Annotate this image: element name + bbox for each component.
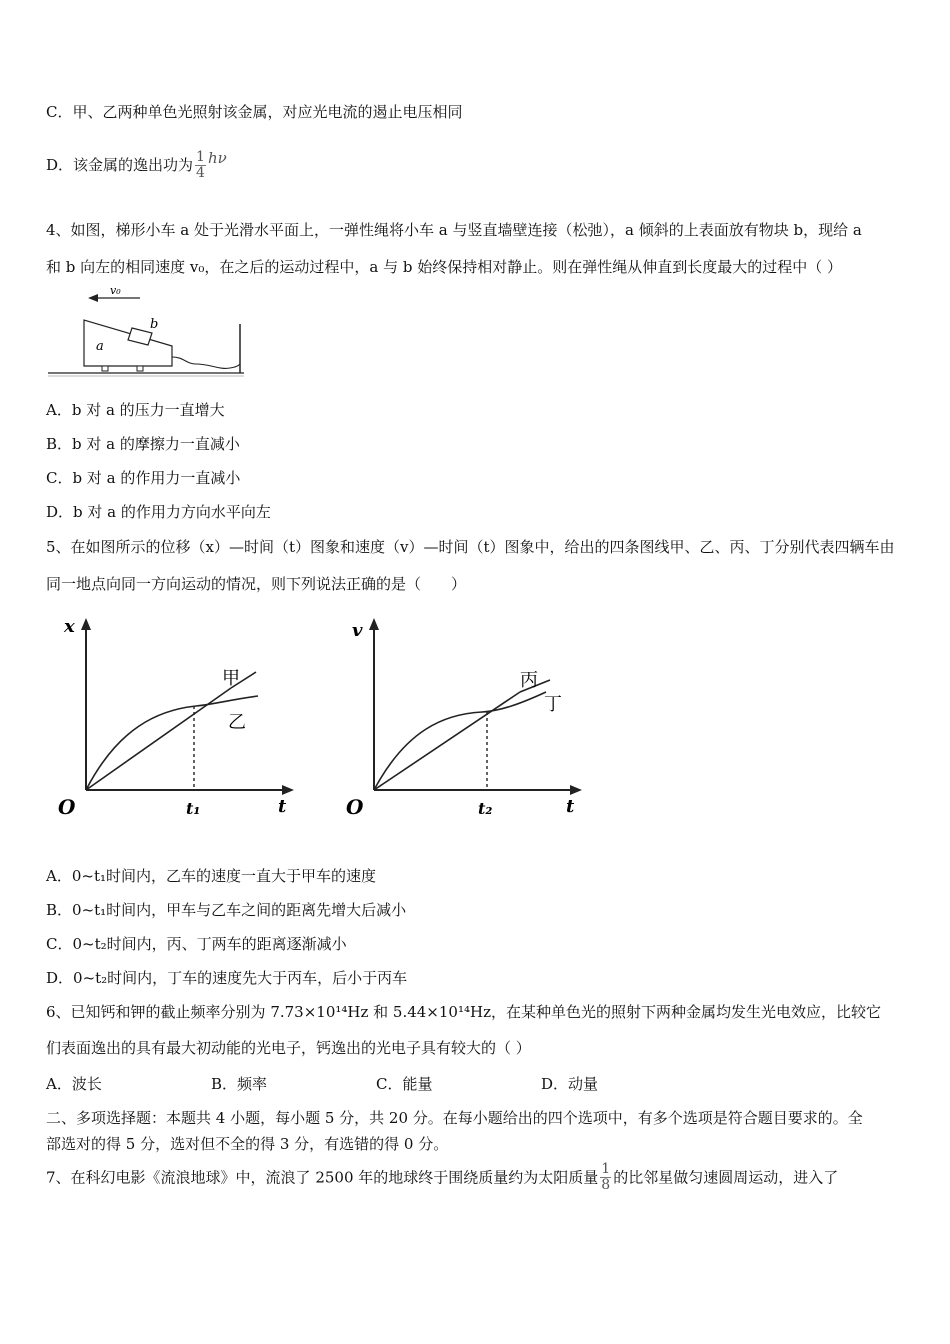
q5-option-d: D．0~t₂时间内，丁车的速度先大于丙车，后小于丙车 (46, 969, 408, 987)
y-axis-arrow (369, 618, 379, 630)
q6-option-a: A．波长 (46, 1075, 102, 1093)
q4-option-c: C．b 对 a 的作用力一直减小 (46, 469, 241, 487)
q3-option-d-prefix: D．该金属的逸出功为 (46, 156, 194, 174)
fraction-numerator: 1 (196, 148, 205, 165)
q5-option-b: B．0~t₁时间内，甲车与乙车之间的距离先增大后减小 (46, 901, 407, 919)
q7-fraction (600, 1162, 611, 1193)
q3-option-d-suffix: hν (207, 149, 227, 167)
graph1-curve-yi (86, 696, 258, 790)
q6-option-c: C．能量 (376, 1075, 433, 1093)
x-axis-arrow (282, 785, 294, 795)
graph1-y-label: x (64, 616, 75, 637)
q7-prefix: 7、在科幻电影《流浪地球》中，流浪了 2500 年的地球终于围绕质量约为太阳质量 (46, 1168, 599, 1187)
cart-label: a (96, 339, 104, 354)
graph1-curve2-label: 乙 (228, 712, 246, 733)
graph2-x-label: t (566, 796, 575, 817)
velocity-label: v₀ (110, 284, 121, 297)
graph2-t-mark: t₂ (478, 799, 493, 818)
y-axis-arrow (81, 618, 91, 630)
block-label: b (150, 317, 159, 332)
q4-option-b: B．b 对 a 的摩擦力一直减小 (46, 435, 240, 453)
section2-line2: 部选对的得 5 分，选对但不全的得 3 分，有选错的得 0 分。 (46, 1135, 449, 1153)
q3-option-d-fraction (195, 150, 206, 181)
graph2-y-label: v (352, 620, 363, 641)
fraction-denominator: 4 (196, 164, 205, 181)
elastic-rope (172, 357, 240, 368)
q4-option-d: D．b 对 a 的作用力方向水平向左 (46, 503, 271, 521)
q4-stem-line1: 4、如图，梯形小车 a 处于光滑水平面上，一弹性绳将小车 a 与竖直墙壁连接（松弛），a 倾斜的上表面放有物块 b，现给 a (46, 221, 862, 239)
q5-graph-vt (320, 610, 590, 840)
q7-stem (46, 1162, 838, 1202)
graph2-curve2-label: 丁 (544, 694, 562, 715)
q4-option-a: A．b 对 a 的压力一直增大 (46, 401, 225, 419)
graph1-curve1-label: 甲 (222, 668, 240, 689)
q5-option-a: A．0~t₁时间内，乙车的速度一直大于甲车的速度 (46, 867, 376, 885)
graph1-origin: O (58, 795, 76, 819)
cart-wheel-left (102, 366, 108, 371)
q7-suffix: 的比邻星做匀速圆周运动，进入了 (613, 1168, 839, 1187)
q3-option-d (46, 148, 227, 188)
q4-stem-line2: 和 b 向左的相同速度 v₀，在之后的运动过程中，a 与 b 始终保持相对静止。则在弹性绳从伸直到长度最大的过程中（ ） (46, 258, 843, 276)
graph2-curve1-label: 丙 (520, 670, 538, 691)
graph2-curve-bing (374, 692, 546, 790)
graph1-line-jia (86, 688, 231, 790)
fraction-numerator: 1 (601, 1161, 611, 1177)
section2-line1: 二、多项选择题：本题共 4 小题，每小题 5 分，共 20 分。在每小题给出的四个选项中，有多个选项是符合题目要求的。全 (46, 1109, 863, 1127)
graph1-t-mark: t₁ (186, 799, 201, 818)
x-axis-arrow (570, 785, 582, 795)
graph2-line-ding (374, 692, 520, 790)
q6-option-d: D．动量 (541, 1075, 599, 1093)
velocity-arrowhead (88, 294, 98, 302)
q6-stem-line2: 们表面逸出的具有最大初动能的光电子，钙逸出的光电子具有较大的（ ） (46, 1039, 531, 1057)
q5-graph-xt (46, 610, 306, 840)
q6-stem-line1: 6、已知钙和钾的截止频率分别为 7.73×10¹⁴Hz 和 5.44×10¹⁴Hz，在某种单色光的照射下两种金属均发生光电效应，比较它 (46, 1003, 881, 1021)
q6-option-b: B．频率 (211, 1075, 268, 1093)
graph2-origin: O (346, 795, 364, 819)
q5-option-c: C．0~t₂时间内，丙、丁两车的距离逐渐减小 (46, 935, 347, 953)
q5-stem-line1: 5、在如图所示的位移（x）—时间（t）图象和速度（v）—时间（t）图象中，给出的四条图线甲、乙、丙、丁分别代表四辆车由 (46, 538, 895, 556)
q3-option-c: C．甲、乙两种单色光照射该金属，对应光电流的遏止电压相同 (46, 103, 463, 121)
fraction-denominator: 8 (601, 1177, 611, 1193)
q5-stem-line2: 同一地点向同一方向运动的情况，则下列说法正确的是（ ） (46, 575, 467, 593)
graph1-x-label: t (278, 796, 287, 817)
q4-figure-cart (44, 284, 248, 378)
cart-wheel-right (137, 366, 143, 371)
